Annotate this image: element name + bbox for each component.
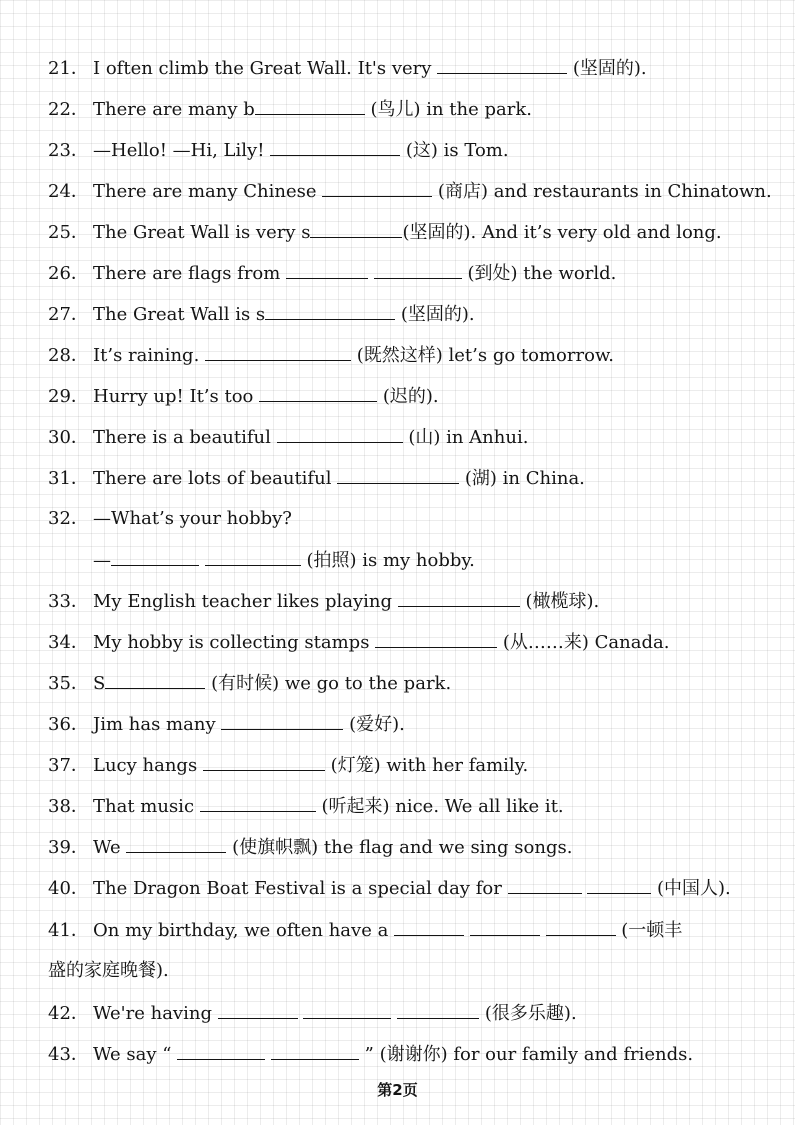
question-hint: (商店) and restaurants in Chinatown. bbox=[432, 181, 772, 202]
question-27 bbox=[48, 302, 775, 327]
question-hint: (从……来) Canada. bbox=[497, 632, 670, 653]
answer-blank[interactable] bbox=[111, 548, 199, 566]
question-number: 23． bbox=[48, 140, 89, 161]
question-hint: (这) is Tom. bbox=[400, 140, 509, 161]
answer-blank[interactable] bbox=[259, 384, 377, 402]
question-text: I often climb the Great Wall. It's very bbox=[93, 58, 438, 79]
question-text: Jim has many bbox=[93, 714, 222, 735]
question-text: On my birthday, we often have a bbox=[93, 920, 395, 941]
question-text: Hurry up! It’s too bbox=[93, 386, 260, 407]
question-text: S bbox=[93, 673, 106, 694]
answer-blank[interactable] bbox=[205, 343, 351, 361]
question-number: 34． bbox=[48, 632, 89, 653]
answer-blank[interactable] bbox=[546, 918, 616, 936]
question-text: We're having bbox=[93, 1003, 218, 1024]
question-text: My hobby is collecting stamps bbox=[93, 632, 376, 653]
question-hint: (中国人). bbox=[651, 878, 731, 899]
answer-blank[interactable] bbox=[270, 138, 400, 156]
answer-blank[interactable] bbox=[394, 918, 464, 936]
question-number: 31． bbox=[48, 468, 89, 489]
answer-blank[interactable] bbox=[375, 630, 497, 648]
question-hint: 盛的家庭晚餐). bbox=[48, 960, 169, 981]
question-hint: (拍照) is my hobby. bbox=[300, 550, 475, 571]
question-text: —What’s your hobby? bbox=[93, 508, 292, 529]
question-40 bbox=[48, 876, 775, 901]
question-hint: (坚固的). bbox=[395, 304, 475, 325]
question-number: 41． bbox=[48, 920, 89, 941]
question-hint: (橄榄球). bbox=[519, 591, 600, 612]
answer-blank[interactable] bbox=[126, 835, 226, 853]
question-hint: (湖) in China. bbox=[459, 468, 585, 489]
question-text: —Hello! —Hi, Lily! bbox=[93, 140, 271, 161]
answer-blank[interactable] bbox=[374, 261, 462, 279]
answer-blank[interactable] bbox=[205, 548, 301, 566]
question-number: 40． bbox=[48, 878, 89, 899]
answer-blank[interactable] bbox=[277, 425, 403, 443]
answer-blank[interactable] bbox=[337, 466, 459, 484]
answer-blank[interactable] bbox=[200, 794, 316, 812]
question-text: There are flags from bbox=[93, 263, 287, 284]
question-hint: (听起来) nice. We all like it. bbox=[315, 796, 564, 817]
question-number: 35． bbox=[48, 673, 89, 694]
question-number: 28． bbox=[48, 345, 89, 366]
question-39 bbox=[48, 835, 775, 860]
question-number: 26． bbox=[48, 263, 89, 284]
answer-blank[interactable] bbox=[271, 1042, 359, 1060]
question-38 bbox=[48, 794, 775, 819]
question-32-answer-line bbox=[93, 548, 775, 573]
question-number: 25． bbox=[48, 222, 89, 243]
question-28 bbox=[48, 343, 775, 368]
question-hint: (既然这样) let’s go tomorrow. bbox=[351, 345, 614, 366]
answer-blank[interactable] bbox=[310, 220, 402, 238]
question-text: The Great Wall is s bbox=[93, 304, 266, 325]
question-text: My English teacher likes playing bbox=[93, 591, 398, 612]
question-text: It’s raining. bbox=[93, 345, 206, 366]
question-number: 21． bbox=[48, 58, 89, 79]
question-number: 24． bbox=[48, 181, 89, 202]
answer-blank[interactable] bbox=[286, 261, 368, 279]
answer-blank[interactable] bbox=[221, 712, 343, 730]
question-text: That music bbox=[93, 796, 200, 817]
question-25 bbox=[48, 220, 775, 245]
question-text: We say “ bbox=[93, 1044, 178, 1065]
question-35 bbox=[48, 671, 775, 696]
question-number: 43． bbox=[48, 1044, 89, 1065]
question-number: 37． bbox=[48, 755, 89, 776]
question-hint: (爱好). bbox=[343, 714, 405, 735]
answer-blank[interactable] bbox=[218, 1001, 298, 1019]
question-hint: (迟的). bbox=[377, 386, 439, 407]
question-31 bbox=[48, 466, 775, 491]
question-text: There are many Chinese bbox=[93, 181, 323, 202]
question-text: There are lots of beautiful bbox=[93, 468, 338, 489]
question-24 bbox=[48, 179, 775, 204]
question-text: The Great Wall is very s bbox=[93, 222, 311, 243]
question-hint: (到处) the world. bbox=[461, 263, 617, 284]
question-hint: (一顿丰 bbox=[615, 920, 683, 941]
question-32 bbox=[48, 507, 775, 531]
question-37 bbox=[48, 753, 775, 778]
answer-blank[interactable] bbox=[470, 918, 540, 936]
question-text: Lucy hangs bbox=[93, 755, 203, 776]
question-hint: (使旗帜飘) the flag and we sing songs. bbox=[226, 837, 573, 858]
question-text: The Dragon Boat Festival is a special day for bbox=[93, 878, 508, 899]
question-22 bbox=[48, 97, 775, 122]
question-number: 33． bbox=[48, 591, 89, 612]
question-hint: (有时候) we go to the park. bbox=[205, 673, 452, 694]
answer-blank[interactable] bbox=[303, 1001, 391, 1019]
question-text: There are many b bbox=[93, 99, 255, 120]
question-hint: (灯笼) with her family. bbox=[324, 755, 529, 776]
question-number: 36． bbox=[48, 714, 89, 735]
question-number: 22． bbox=[48, 99, 89, 120]
question-43 bbox=[48, 1042, 775, 1067]
question-21 bbox=[48, 56, 775, 81]
answer-blank[interactable] bbox=[508, 876, 582, 894]
question-23 bbox=[48, 138, 775, 163]
question-hint: (很多乐趣). bbox=[479, 1003, 577, 1024]
answer-blank[interactable] bbox=[177, 1042, 265, 1060]
dialogue-dash: — bbox=[93, 550, 111, 571]
question-hint: (坚固的). And it’s very old and long. bbox=[402, 222, 722, 243]
answer-blank[interactable] bbox=[203, 753, 325, 771]
question-33 bbox=[48, 589, 775, 614]
question-36 bbox=[48, 712, 775, 737]
answer-blank[interactable] bbox=[437, 56, 567, 74]
question-hint: (山) in Anhui. bbox=[402, 427, 529, 448]
question-number: 38． bbox=[48, 796, 89, 817]
answer-blank[interactable] bbox=[397, 1001, 479, 1019]
question-text: We bbox=[93, 837, 127, 858]
question-number: 29． bbox=[48, 386, 89, 407]
question-number: 42． bbox=[48, 1003, 89, 1024]
question-hint: (鸟儿) in the park. bbox=[364, 99, 532, 120]
question-number: 27． bbox=[48, 304, 89, 325]
question-number: 32． bbox=[48, 508, 89, 529]
question-34 bbox=[48, 630, 775, 655]
question-29 bbox=[48, 384, 775, 409]
question-number: 30． bbox=[48, 427, 89, 448]
question-hint: ” (谢谢你) for our family and friends. bbox=[358, 1044, 694, 1065]
answer-blank[interactable] bbox=[265, 302, 395, 320]
answer-blank[interactable] bbox=[105, 671, 205, 689]
question-text: There is a beautiful bbox=[93, 427, 277, 448]
question-30 bbox=[48, 425, 775, 450]
answer-blank[interactable] bbox=[322, 179, 432, 197]
question-26 bbox=[48, 261, 775, 286]
answer-blank[interactable] bbox=[398, 589, 520, 607]
question-hint: (坚固的). bbox=[567, 58, 647, 79]
answer-blank[interactable] bbox=[255, 97, 365, 115]
answer-blank[interactable] bbox=[587, 876, 651, 894]
question-42 bbox=[48, 1001, 775, 1026]
page-number: 第2页 bbox=[377, 1081, 418, 1099]
question-41-continuation bbox=[48, 959, 775, 983]
question-41 bbox=[48, 918, 775, 943]
question-number: 39． bbox=[48, 837, 89, 858]
